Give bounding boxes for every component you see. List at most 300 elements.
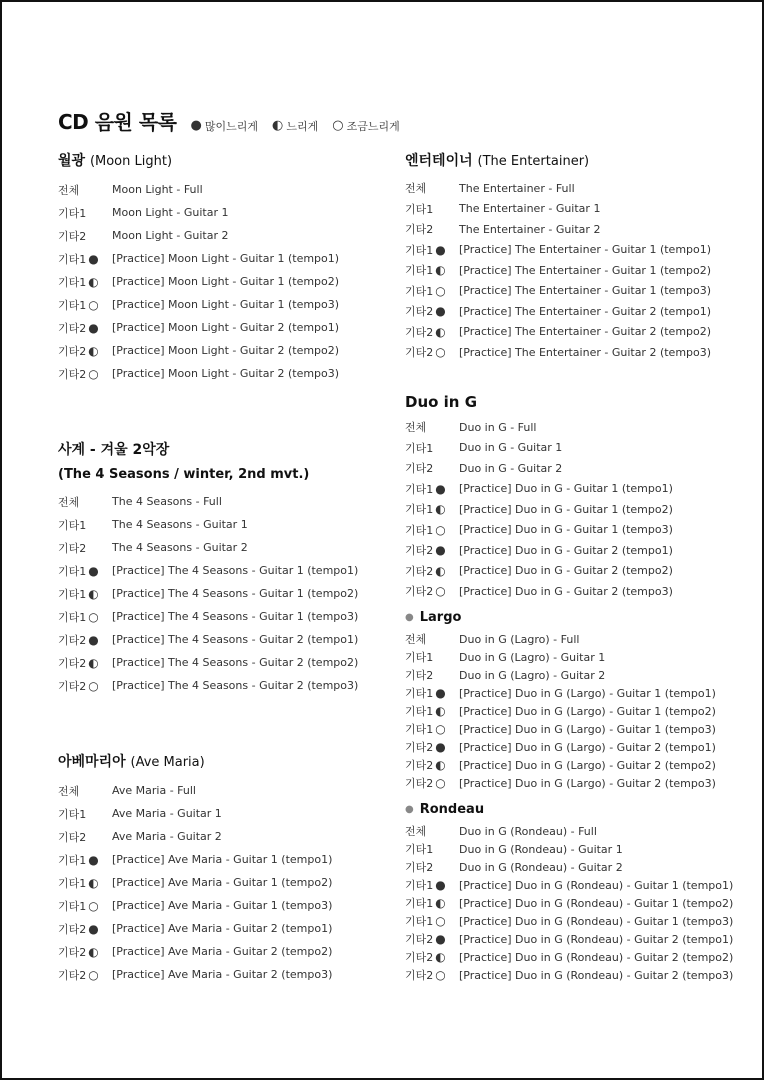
half-circle-icon: ◐ — [435, 950, 446, 964]
half-circle-icon: ◐ — [88, 343, 99, 358]
track-name: [Practice] Duo in G (Largo) - Guitar 2 (tempo1) — [459, 740, 716, 754]
track-part-label — [58, 829, 112, 845]
track-name: [Practice] Duo in G (Rondeau) - Guitar 1 (tempo1) — [459, 878, 734, 892]
track-row — [58, 894, 332, 917]
track-part-text: 기타1 — [405, 723, 434, 736]
track-part-text: 기타1 — [405, 264, 434, 278]
track-name: Ave Maria - Guitar 1 — [112, 807, 222, 820]
track-part-label — [58, 875, 112, 891]
section-avemaria — [58, 751, 332, 986]
track-name: [Practice] Moon Light - Guitar 2 (tempo3) — [112, 367, 340, 380]
track-row — [58, 293, 339, 316]
section-largo — [405, 606, 716, 792]
track-part-text: 기타2 — [58, 344, 87, 358]
track-part-label — [58, 274, 112, 290]
empty-circle-icon: ○ — [435, 345, 446, 360]
track-part-text: 기타2 — [58, 633, 87, 647]
track-part-text: 기타1 — [405, 503, 434, 517]
track-part-label — [58, 898, 112, 914]
track-part-label — [58, 806, 112, 822]
track-name: [Practice] The Entertainer - Guitar 1 (tempo1) — [459, 243, 712, 257]
track-part-text: 기타2 — [405, 861, 434, 874]
track-row — [405, 630, 716, 648]
track-part-text: 기타2 — [405, 969, 434, 982]
track-name: [Practice] Duo in G (Largo) - Guitar 1 (tempo2) — [459, 704, 716, 718]
filled-circle-icon: ● — [435, 740, 446, 754]
track-part-text: 기타1 — [405, 243, 434, 257]
track-name: [Practice] Duo in G (Largo) - Guitar 1 (tempo1) — [459, 686, 716, 700]
track-part-text: 기타2 — [58, 830, 87, 844]
track-part-label — [58, 297, 112, 313]
track-part-label — [405, 583, 459, 599]
track-name: [Practice] Duo in G - Guitar 1 (tempo2) — [459, 502, 673, 516]
track-row — [58, 582, 358, 605]
track-name: [Practice] Duo in G - Guitar 2 (tempo2) — [459, 564, 673, 578]
track-part-text: 기타2 — [405, 741, 434, 754]
track-part-label — [58, 655, 112, 671]
track-part-text: 기타2 — [58, 229, 87, 243]
track-row — [405, 561, 673, 582]
track-row — [58, 825, 332, 848]
track-part-text: 기타2 — [405, 544, 434, 558]
section-title-en: (Ave Maria) — [130, 755, 205, 770]
track-list — [58, 779, 332, 986]
track-part-label — [58, 563, 112, 579]
track-row — [405, 178, 711, 199]
track-row — [405, 458, 673, 479]
track-part-label — [405, 542, 459, 558]
track-part-text: 기타1 — [58, 298, 87, 312]
track-part-text: 기타1 — [405, 687, 434, 700]
legend-label: 많이느리게 — [204, 119, 258, 133]
track-part-text: 기타2 — [58, 656, 87, 670]
track-part-text: 기타1 — [58, 807, 87, 821]
track-part-text: 기타1 — [58, 610, 87, 624]
track-part-label — [405, 563, 459, 579]
track-part-text: 기타1 — [405, 843, 434, 856]
track-row — [405, 858, 733, 876]
track-part-label — [58, 251, 112, 267]
track-name: [Practice] Ave Maria - Guitar 2 (tempo1) — [112, 922, 333, 935]
track-part-label — [58, 632, 112, 648]
section-title — [405, 150, 711, 170]
track-name: [Practice] The Entertainer - Guitar 2 (tempo2) — [459, 325, 712, 339]
track-part-text: 기타2 — [58, 541, 87, 555]
legend-item — [191, 118, 258, 134]
track-name: Duo in G - Guitar 2 — [459, 461, 563, 475]
filled-circle-icon: ● — [435, 481, 446, 496]
track-row — [405, 199, 711, 220]
track-name: Duo in G (Lagro) - Guitar 2 — [459, 668, 606, 682]
track-row — [58, 339, 339, 362]
page-header — [58, 106, 414, 135]
track-name: [Practice] The 4 Seasons - Guitar 1 (tempo2) — [112, 587, 359, 600]
track-name: Ave Maria - Guitar 2 — [112, 830, 222, 843]
track-name: [Practice] Duo in G (Rondeau) - Guitar 1 (tempo2) — [459, 896, 734, 910]
track-part-label — [405, 283, 459, 299]
track-part-label — [405, 703, 459, 719]
track-part-text: 기타1 — [58, 206, 87, 220]
track-name: [Practice] Duo in G (Largo) - Guitar 2 (tempo2) — [459, 758, 716, 772]
track-part-label — [405, 419, 459, 435]
section-title-en: (Moon Light) — [89, 154, 173, 169]
track-row — [58, 871, 332, 894]
track-row — [58, 940, 332, 963]
track-row — [405, 822, 733, 840]
track-part-label — [405, 522, 459, 538]
track-part-text: 기타1 — [405, 482, 434, 496]
track-name: [Practice] Moon Light - Guitar 2 (tempo2) — [112, 344, 340, 357]
track-part-text: 기타1 — [405, 915, 434, 928]
track-name: [Practice] Duo in G (Largo) - Guitar 2 (tempo3) — [459, 776, 716, 790]
track-part-text: 기타2 — [58, 922, 87, 936]
section-title-ko: 사계 - 겨울 2악장 — [58, 442, 170, 458]
track-list — [405, 178, 711, 363]
track-name: [Practice] Duo in G (Largo) - Guitar 1 (tempo3) — [459, 722, 716, 736]
track-part-text: 기타2 — [405, 223, 434, 237]
section-moonlight — [58, 150, 339, 385]
track-name: Duo in G (Rondeau) - Guitar 1 — [459, 842, 623, 856]
track-part-text: 기타2 — [405, 669, 434, 682]
track-part-text: 기타1 — [58, 518, 87, 532]
track-row — [405, 912, 733, 930]
track-row — [405, 966, 733, 984]
tempo-legend — [191, 118, 414, 134]
filled-circle-icon: ● — [435, 878, 446, 892]
track-part-label — [405, 931, 459, 947]
track-name: Moon Light - Guitar 1 — [112, 206, 229, 219]
track-part-text: 기타2 — [58, 968, 87, 982]
track-part-label — [405, 180, 459, 196]
track-part-label — [405, 895, 459, 911]
track-part-label — [405, 631, 459, 647]
track-part-text: 전체 — [405, 633, 427, 646]
half-circle-icon: ◐ — [435, 704, 446, 718]
track-part-text: 기타1 — [58, 252, 87, 266]
track-row — [405, 438, 673, 459]
half-circle-icon: ◐ — [88, 274, 99, 289]
half-circle-icon: ◐ — [435, 563, 446, 578]
track-part-label — [405, 877, 459, 893]
track-name: Duo in G - Full — [459, 420, 537, 434]
track-part-text: 기타2 — [405, 585, 434, 599]
track-row — [58, 605, 358, 628]
track-row — [58, 848, 332, 871]
track-row — [405, 219, 711, 240]
section-title-ko: 아베마리아 — [58, 754, 126, 770]
subsection-title-text: Largo — [419, 609, 462, 625]
track-row — [405, 581, 673, 602]
track-name: [Practice] Moon Light - Guitar 1 (tempo1) — [112, 252, 340, 265]
empty-circle-icon: ○ — [435, 776, 446, 790]
track-name: Duo in G (Lagro) - Full — [459, 632, 580, 646]
track-part-label — [405, 667, 459, 683]
track-part-text: 전체 — [58, 784, 80, 798]
track-name: [Practice] Moon Light - Guitar 1 (tempo3) — [112, 298, 340, 311]
empty-circle-icon: ○ — [435, 914, 446, 928]
track-row — [405, 756, 716, 774]
track-row — [405, 540, 673, 561]
track-part-label — [58, 320, 112, 336]
filled-circle-icon: ● — [88, 563, 99, 578]
track-part-label — [58, 586, 112, 602]
track-row — [405, 301, 711, 322]
track-list — [405, 630, 716, 792]
track-name: [Practice] Duo in G - Guitar 1 (tempo3) — [459, 523, 673, 537]
subsection-title-text: Rondeau — [419, 801, 485, 817]
track-part-text: 기타2 — [405, 933, 434, 946]
section-entertainer — [405, 150, 711, 363]
track-part-text: 기타2 — [405, 564, 434, 578]
track-row — [58, 674, 358, 697]
track-part-label — [405, 949, 459, 965]
track-part-label — [405, 460, 459, 476]
filled-circle-icon: ● — [88, 921, 99, 936]
track-part-text: 기타1 — [405, 651, 434, 664]
track-part-label — [405, 201, 459, 217]
track-row — [58, 178, 339, 201]
filled-circle-icon: ● — [88, 852, 99, 867]
track-part-label — [405, 967, 459, 983]
track-row — [405, 417, 673, 438]
track-row — [405, 260, 711, 281]
track-part-text: 기타2 — [58, 945, 87, 959]
filled-circle-icon: ● — [435, 686, 446, 700]
half-circle-icon: ◐ — [88, 586, 99, 601]
section-title-en: (The 4 Seasons / winter, 2nd mvt.) — [58, 467, 310, 482]
track-name: Moon Light - Full — [112, 183, 203, 196]
track-name: [Practice] The 4 Seasons - Guitar 1 (tempo3) — [112, 610, 359, 623]
half-circle-icon: ◐ — [435, 758, 446, 772]
track-part-label — [405, 859, 459, 875]
track-name: The 4 Seasons - Guitar 1 — [112, 518, 248, 531]
track-part-label — [405, 739, 459, 755]
track-row — [58, 651, 358, 674]
track-name: The Entertainer - Full — [459, 181, 575, 195]
track-name: The 4 Seasons - Full — [112, 495, 222, 508]
track-part-text: 전체 — [405, 825, 427, 838]
track-part-text: 전체 — [58, 495, 80, 509]
track-list — [58, 490, 358, 697]
track-name: Ave Maria - Full — [112, 784, 196, 797]
track-name: [Practice] Duo in G (Rondeau) - Guitar 2 (tempo2) — [459, 950, 734, 964]
track-part-label — [58, 921, 112, 937]
page-title: CD 음원 목록 — [58, 110, 177, 134]
section-rondeau — [405, 798, 733, 984]
half-circle-icon: ◐ — [271, 118, 284, 133]
section-title-en: (The Entertainer) — [477, 154, 590, 169]
track-name: [Practice] Moon Light - Guitar 2 (tempo1) — [112, 321, 340, 334]
track-part-text: 기타2 — [405, 346, 434, 360]
section-title-ko: 엔터테이너 — [405, 153, 473, 169]
track-row — [58, 802, 332, 825]
empty-circle-icon: ○ — [88, 678, 99, 693]
track-name: [Practice] Ave Maria - Guitar 1 (tempo3) — [112, 899, 333, 912]
track-row — [58, 201, 339, 224]
track-part-text: 전체 — [405, 421, 427, 435]
track-part-label — [58, 783, 112, 799]
track-row — [405, 666, 716, 684]
track-row — [58, 270, 339, 293]
track-name: Moon Light - Guitar 2 — [112, 229, 229, 242]
track-row — [405, 894, 733, 912]
legend-item — [332, 118, 399, 134]
track-name: [Practice] The Entertainer - Guitar 1 (tempo3) — [459, 284, 712, 298]
track-name: [Practice] Duo in G - Guitar 2 (tempo3) — [459, 584, 673, 598]
track-list — [405, 822, 733, 984]
half-circle-icon: ◐ — [88, 944, 99, 959]
track-part-label — [405, 757, 459, 773]
track-part-label — [58, 944, 112, 960]
track-row — [405, 342, 711, 363]
track-part-label — [405, 221, 459, 237]
section-title-ko: 월광 — [58, 153, 86, 169]
track-name: [Practice] Duo in G - Guitar 1 (tempo1) — [459, 482, 673, 496]
track-part-text: 기타2 — [405, 951, 434, 964]
track-name: [Practice] The 4 Seasons - Guitar 2 (tempo3) — [112, 679, 359, 692]
track-part-label — [405, 913, 459, 929]
track-row — [58, 963, 332, 986]
track-row — [405, 738, 716, 756]
legend-label: 조금느리게 — [346, 119, 400, 133]
track-part-label — [58, 494, 112, 510]
section-title: Duo in G — [405, 393, 478, 411]
track-row — [405, 520, 673, 541]
track-part-text: 기타2 — [405, 325, 434, 339]
track-part-text: 기타2 — [405, 777, 434, 790]
track-part-label — [58, 182, 112, 198]
track-part-label — [58, 366, 112, 382]
track-name: Duo in G (Rondeau) - Full — [459, 824, 597, 838]
track-part-label — [58, 517, 112, 533]
track-name: [Practice] The 4 Seasons - Guitar 1 (tempo1) — [112, 564, 359, 577]
track-part-text: 기타1 — [405, 879, 434, 892]
empty-circle-icon: ○ — [435, 584, 446, 599]
track-part-label — [405, 242, 459, 258]
half-circle-icon: ◐ — [88, 655, 99, 670]
section-seasons — [58, 439, 358, 697]
track-part-label — [405, 775, 459, 791]
track-row — [405, 684, 716, 702]
half-circle-icon: ◐ — [435, 896, 446, 910]
track-part-text: 기타1 — [58, 876, 87, 890]
track-part-label — [405, 721, 459, 737]
half-circle-icon: ◐ — [435, 263, 446, 278]
track-part-label — [405, 440, 459, 456]
track-row — [405, 840, 733, 858]
bullet-icon: ● — [405, 803, 414, 815]
track-row — [58, 490, 358, 513]
track-row — [58, 316, 339, 339]
empty-circle-icon: ○ — [332, 118, 344, 133]
track-part-text: 기타1 — [405, 897, 434, 910]
filled-circle-icon: ● — [435, 304, 446, 319]
track-row — [405, 240, 711, 261]
filled-circle-icon: ● — [88, 632, 99, 647]
track-row — [405, 648, 716, 666]
track-row — [405, 479, 673, 500]
empty-circle-icon: ○ — [88, 898, 99, 913]
empty-circle-icon: ○ — [435, 968, 446, 982]
subsection-title — [405, 798, 733, 820]
track-row — [58, 628, 358, 651]
track-part-text: 기타1 — [405, 284, 434, 298]
empty-circle-icon: ○ — [88, 609, 99, 624]
track-part-label — [405, 841, 459, 857]
track-part-text: 기타1 — [405, 705, 434, 718]
track-list — [58, 178, 339, 385]
legend-item — [272, 118, 318, 134]
track-part-label — [405, 481, 459, 497]
half-circle-icon: ◐ — [435, 324, 446, 339]
track-part-label — [58, 967, 112, 983]
track-part-text: 기타2 — [405, 759, 434, 772]
track-name: [Practice] Ave Maria - Guitar 1 (tempo1) — [112, 853, 333, 866]
empty-circle-icon: ○ — [88, 967, 99, 982]
track-row — [405, 774, 716, 792]
empty-circle-icon: ○ — [435, 722, 446, 736]
filled-circle-icon: ● — [435, 932, 446, 946]
track-name: [Practice] The Entertainer - Guitar 2 (tempo1) — [459, 304, 712, 318]
track-part-text: 기타2 — [58, 367, 87, 381]
track-name: [Practice] Duo in G - Guitar 2 (tempo1) — [459, 543, 673, 557]
empty-circle-icon: ○ — [88, 366, 99, 381]
track-row — [405, 499, 673, 520]
track-row — [58, 362, 339, 385]
track-row — [58, 224, 339, 247]
empty-circle-icon: ○ — [435, 522, 446, 537]
bullet-icon: ● — [405, 611, 414, 623]
track-name: The Entertainer - Guitar 1 — [459, 202, 601, 216]
track-part-text: 기타2 — [58, 321, 87, 335]
track-part-text: 기타1 — [58, 275, 87, 289]
track-name: Duo in G (Rondeau) - Guitar 2 — [459, 860, 623, 874]
track-part-text: 전체 — [58, 183, 80, 197]
track-part-label — [405, 324, 459, 340]
track-part-text: 기타2 — [405, 462, 434, 476]
track-row — [58, 779, 332, 802]
filled-circle-icon: ● — [88, 320, 99, 335]
track-part-text: 전체 — [405, 182, 427, 196]
track-row — [58, 559, 358, 582]
empty-circle-icon: ○ — [88, 297, 99, 312]
track-part-text: 기타2 — [405, 305, 434, 319]
track-part-label — [405, 303, 459, 319]
empty-circle-icon: ○ — [435, 283, 446, 298]
track-part-text: 기타1 — [58, 853, 87, 867]
track-name: The 4 Seasons - Guitar 2 — [112, 541, 248, 554]
track-part-label — [405, 262, 459, 278]
track-part-label — [405, 501, 459, 517]
track-row — [405, 948, 733, 966]
track-name: [Practice] Ave Maria - Guitar 2 (tempo2) — [112, 945, 333, 958]
track-name: [Practice] Duo in G (Rondeau) - Guitar 2 (tempo1) — [459, 932, 734, 946]
track-row — [58, 536, 358, 559]
track-part-label — [405, 344, 459, 360]
track-part-label — [58, 343, 112, 359]
track-part-text: 기타1 — [58, 587, 87, 601]
track-row — [405, 702, 716, 720]
track-part-label — [58, 205, 112, 221]
section-title — [58, 751, 332, 771]
track-part-label — [58, 609, 112, 625]
track-name: [Practice] The 4 Seasons - Guitar 2 (tempo2) — [112, 656, 359, 669]
track-part-text: 기타2 — [58, 679, 87, 693]
track-part-label — [405, 823, 459, 839]
track-part-text: 기타1 — [405, 441, 434, 455]
track-row — [405, 876, 733, 894]
track-list — [405, 417, 673, 602]
